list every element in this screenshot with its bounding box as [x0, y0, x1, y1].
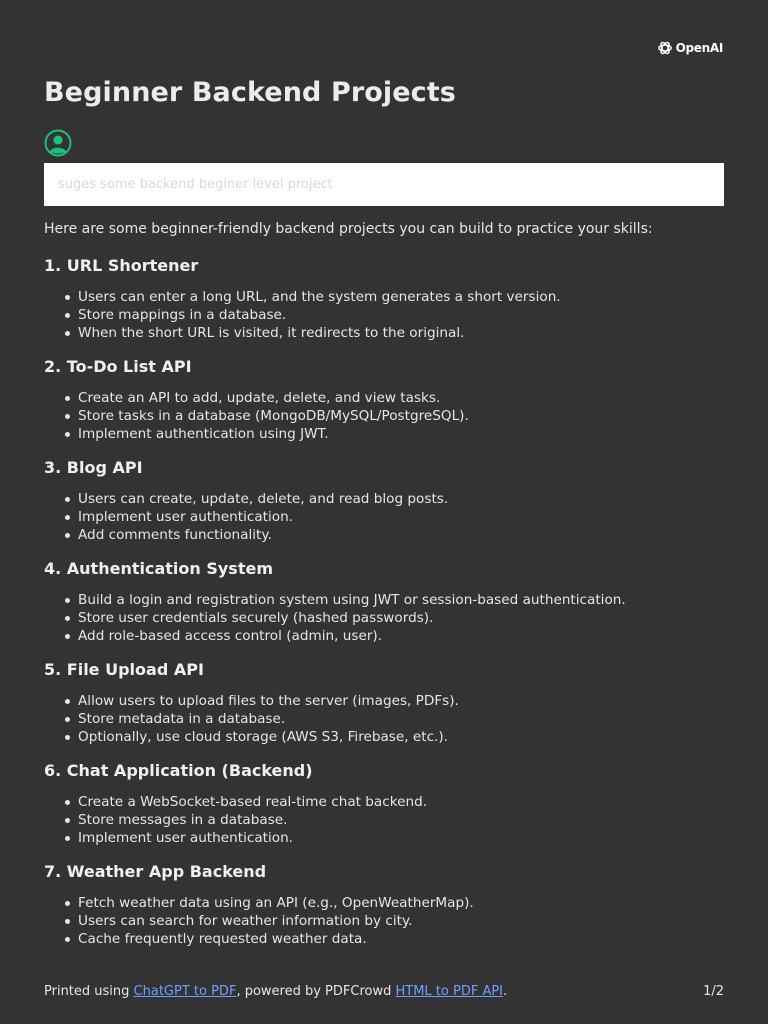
user-avatar-icon	[44, 129, 72, 157]
section-heading: 5. File Upload API	[44, 660, 204, 679]
bullet-list	[44, 288, 734, 342]
list-item: Create an API to add, update, delete, and view tasks.	[44, 389, 734, 407]
list-item: Store tasks in a database (MongoDB/MySQL/PostgreSQL).	[44, 407, 734, 425]
list-item: Implement user authentication.	[44, 829, 734, 847]
bullet-list	[44, 692, 734, 746]
page-number: 1/2	[703, 984, 724, 999]
html-to-pdf-api-link[interactable]: HTML to PDF API	[395, 984, 504, 999]
project-sections	[44, 256, 734, 948]
list-item: Store messages in a database.	[44, 811, 734, 829]
print-footer	[44, 984, 724, 999]
section-heading: 3. Blog API	[44, 458, 143, 477]
bullet-list	[44, 389, 734, 443]
list-item: Add role-based access control (admin, user).	[44, 627, 734, 645]
list-item: When the short URL is visited, it redirects to the original.	[44, 324, 734, 342]
footer-middle: , powered by PDFCrowd	[236, 984, 396, 999]
project-section	[44, 761, 734, 847]
list-item: Allow users to upload files to the server (images, PDFs).	[44, 692, 734, 710]
footer-credit	[44, 984, 507, 999]
list-item: Store metadata in a database.	[44, 710, 734, 728]
user-avatar	[44, 129, 72, 157]
project-section	[44, 862, 734, 948]
project-section	[44, 256, 734, 342]
brand-name: OpenAI	[675, 41, 723, 55]
brand-logo	[657, 40, 723, 56]
bullet-list	[44, 490, 734, 544]
section-heading: 4. Authentication System	[44, 559, 273, 578]
list-item: Create a WebSocket-based real-time chat backend.	[44, 793, 734, 811]
list-item: Implement user authentication.	[44, 508, 734, 526]
response-content	[44, 220, 734, 963]
section-heading: 2. To-Do List API	[44, 357, 192, 376]
list-item: Implement authentication using JWT.	[44, 425, 734, 443]
list-item: Fetch weather data using an API (e.g., OpenWeatherMap).	[44, 894, 734, 912]
bullet-list	[44, 793, 734, 847]
list-item: Cache frequently requested weather data.	[44, 930, 734, 948]
list-item: Users can create, update, delete, and read blog posts.	[44, 490, 734, 508]
footer-suffix: .	[503, 984, 508, 999]
project-section	[44, 660, 734, 746]
list-item: Users can search for weather information by city.	[44, 912, 734, 930]
footer-prefix: Printed using	[44, 984, 134, 999]
project-section	[44, 559, 734, 645]
response-intro: Here are some beginner-friendly backend projects you can build to practice your skills:	[44, 221, 653, 237]
section-heading: 1. URL Shortener	[44, 256, 199, 275]
project-section	[44, 458, 734, 544]
list-item: Users can enter a long URL, and the system generates a short version.	[44, 288, 734, 306]
user-prompt-box	[44, 163, 724, 206]
openai-logo-icon	[657, 40, 673, 56]
list-item: Store user credentials securely (hashed passwords).	[44, 609, 734, 627]
list-item: Store mappings in a database.	[44, 306, 734, 324]
bullet-list	[44, 591, 734, 645]
list-item: Add comments functionality.	[44, 526, 734, 544]
list-item: Optionally, use cloud storage (AWS S3, Firebase, etc.).	[44, 728, 734, 746]
section-heading: 6. Chat Application (Backend)	[44, 761, 313, 780]
bullet-list	[44, 894, 734, 948]
page-title: Beginner Backend Projects	[44, 77, 456, 108]
project-section	[44, 357, 734, 443]
chatgpt-to-pdf-link[interactable]: ChatGPT to PDF	[133, 984, 237, 999]
list-item: Build a login and registration system using JWT or session-based authentication.	[44, 591, 734, 609]
section-heading: 7. Weather App Backend	[44, 862, 267, 881]
user-prompt-text: suges some backend beginer level project	[58, 177, 333, 192]
